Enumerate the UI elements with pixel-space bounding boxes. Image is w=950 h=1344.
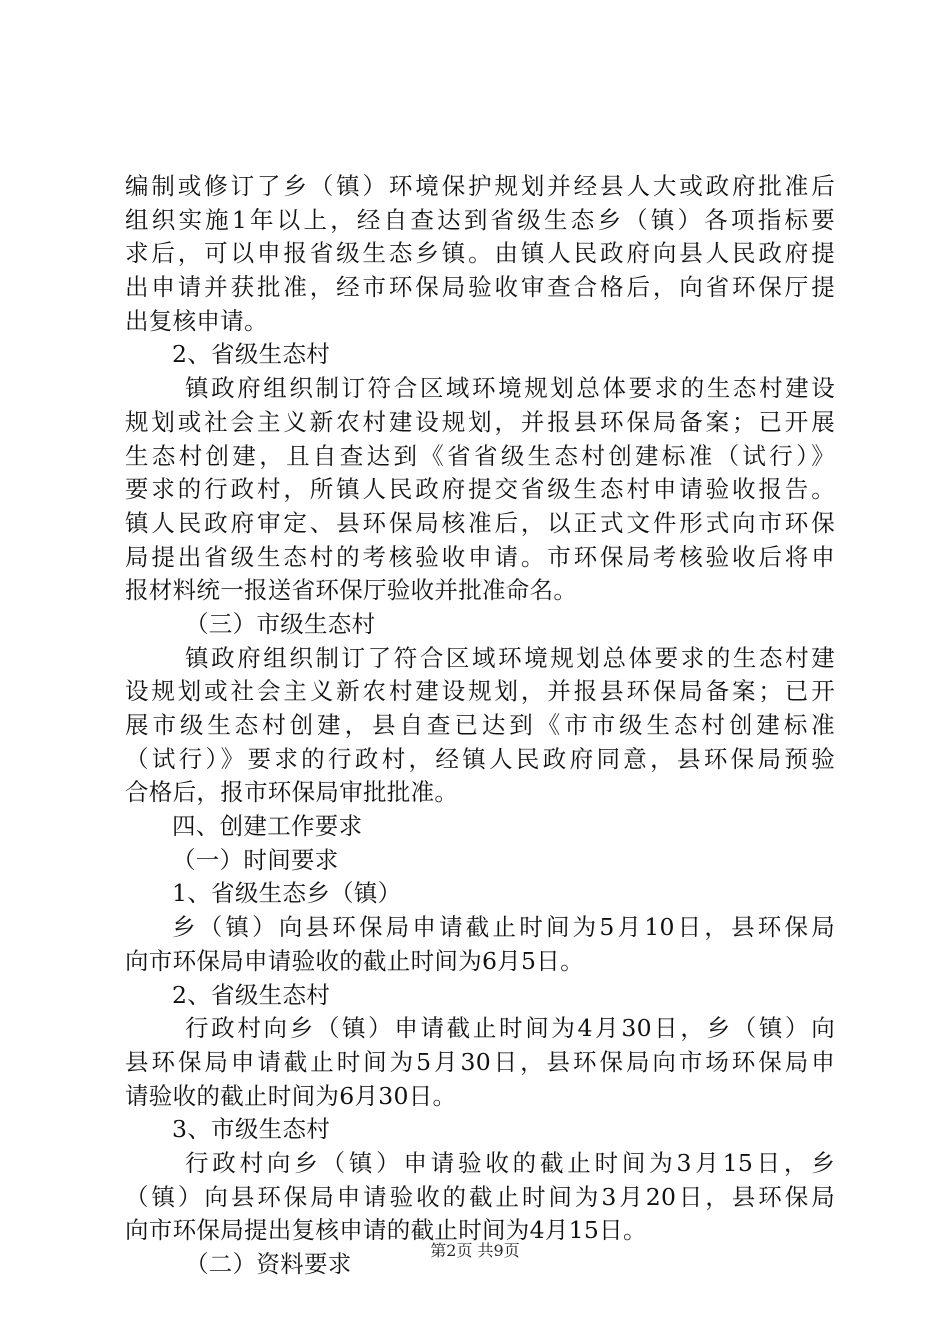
text-line: 局提出省级生态村的考核验收申请。市环保局考核验收后将申 bbox=[125, 542, 835, 571]
text-line: 报材料统一报送省环保厅验收并批准命名。 bbox=[125, 576, 578, 605]
page-number-footer: 第2页 共9页 bbox=[430, 1241, 520, 1260]
text-line: 县环保局申请截止时间为5月30日，县环保局向市场环保局申 bbox=[125, 1047, 835, 1076]
section-heading: 2、省级生态村 bbox=[172, 340, 331, 369]
text-line: 行政村向乡（镇）申请验收的截止时间为3月15日，乡 bbox=[185, 1148, 835, 1177]
text-line: 向市环保局申请验收的截止时间为6月5日。 bbox=[125, 946, 584, 975]
text-line: 镇政府组织制订符合区域环境规划总体要求的生态村建设 bbox=[185, 374, 835, 403]
text-line: 乡（镇）向县环保局申请截止时间为5月10日，县环保局 bbox=[172, 913, 835, 942]
text-line: 规划或社会主义新农村建设规划，并报县环保局备案；已开展 bbox=[125, 407, 835, 436]
text-line: 求后，可以申报省级生态乡镇。由镇人民政府向县人民政府提 bbox=[125, 239, 835, 268]
text-line: 行政村向乡（镇）申请截止时间为4月30日，乡（镇）向 bbox=[185, 1014, 835, 1043]
text-line: 请验收的截止时间为6月30日。 bbox=[125, 1081, 457, 1110]
text-line: 要求的行政村，所镇人民政府提交省级生态村申请验收报告。 bbox=[125, 475, 835, 504]
document-body bbox=[125, 170, 835, 1282]
section-heading: 1、省级生态乡（镇） bbox=[172, 879, 402, 908]
section-heading: （一）时间要求 bbox=[172, 845, 339, 874]
text-line: 展市级生态村创建，县自查已达到《市市级生态村创建标准 bbox=[125, 711, 835, 739]
section-heading: （二）资料要求 bbox=[185, 1250, 352, 1278]
section-heading: 2、省级生态村 bbox=[172, 980, 331, 1009]
text-line: 出复核申请。 bbox=[125, 306, 268, 335]
section-heading: （三）市级生态村 bbox=[185, 609, 376, 638]
text-line: 设规划或社会主义新农村建设规划，并报县环保局备案；已开 bbox=[125, 677, 835, 706]
text-line: 向市环保局提出复核申请的截止时间为4月15日。 bbox=[125, 1216, 647, 1245]
text-line: 编制或修订了乡（镇）环境保护规划并经县人大或政府批准后 bbox=[125, 172, 835, 200]
text-line: 合格后，报市环保局审批批准。 bbox=[125, 778, 459, 807]
text-line: （试行）》要求的行政村，经镇人民政府同意，县环保局预验 bbox=[125, 744, 835, 773]
text-line: 出申请并获批准，经市环保局验收审查合格后，向省环保厅提 bbox=[125, 273, 835, 302]
text-line: 镇人民政府审定、县环保局核准后，以正式文件形式向市环保 bbox=[125, 508, 835, 537]
text-line: 生态村创建，且自查达到《省省级生态村创建标准（试行）》 bbox=[125, 441, 835, 470]
section-heading: 四、创建工作要求 bbox=[172, 812, 363, 841]
text-line: 镇政府组织制订了符合区域环境规划总体要求的生态村建 bbox=[185, 643, 835, 672]
section-heading: 3、市级生态村 bbox=[172, 1115, 331, 1144]
text-line: 组织实施1年以上，经自查达到省级生态乡（镇）各项指标要 bbox=[125, 205, 835, 234]
text-line: （镇）向县环保局申请验收的截止时间为3月20日，县环保局 bbox=[125, 1182, 835, 1211]
